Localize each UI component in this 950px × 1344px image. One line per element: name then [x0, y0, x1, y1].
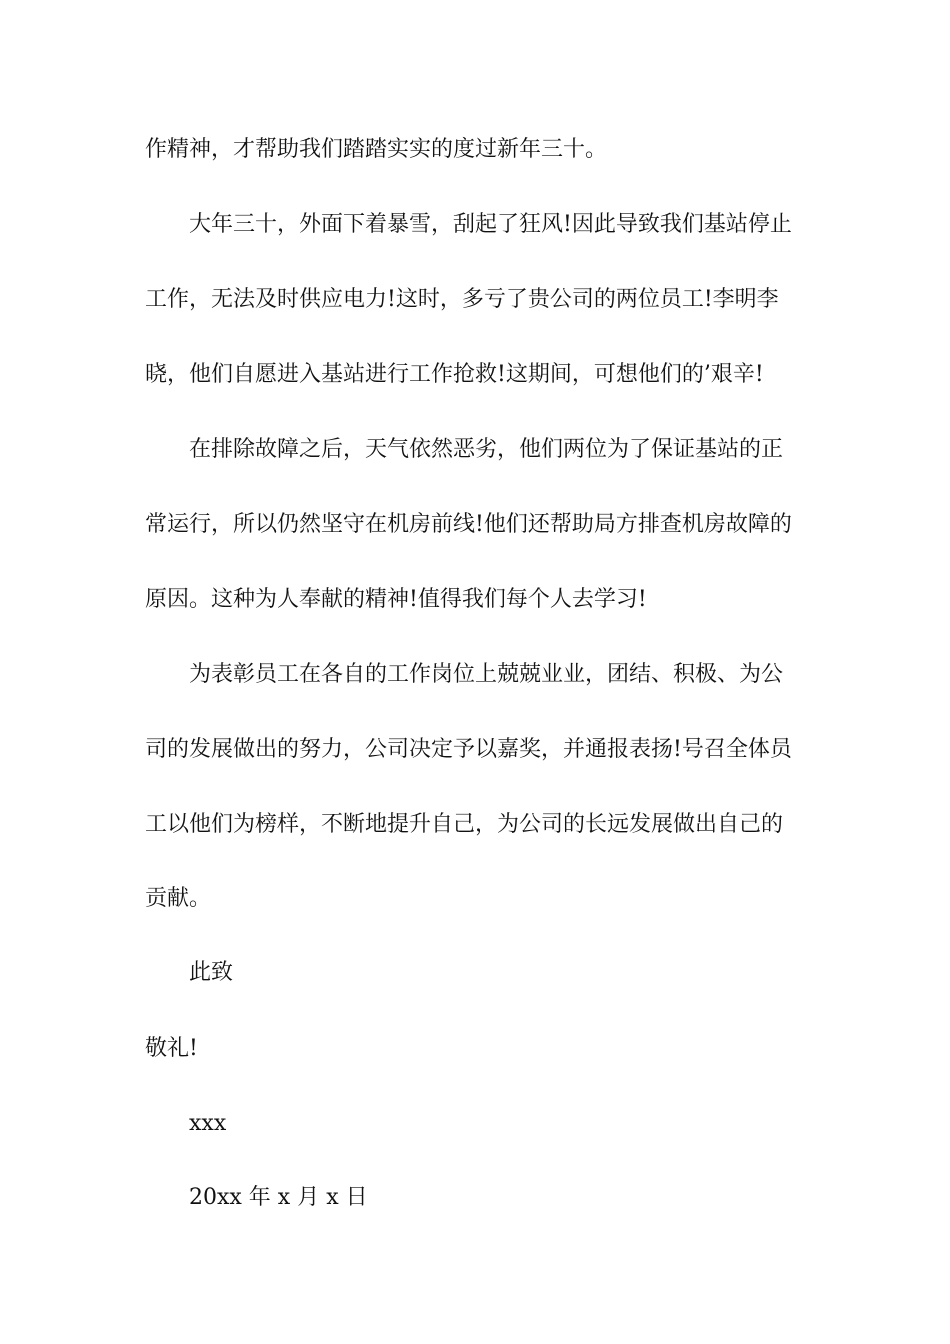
- text-line: 在排除故障之后，天气依然恶劣，他们两位为了保证基站的正: [189, 437, 784, 462]
- salute-line: 敬礼!: [145, 1036, 198, 1061]
- text-line: 司的发展做出的努力，公司决定予以嘉奖，并通报表扬!号召全体员: [145, 737, 792, 762]
- text-line: 为表彰员工在各自的工作岗位上兢兢业业，团结、积极、为公: [189, 662, 784, 687]
- text-line: 常运行，所以仍然坚守在机房前线!他们还帮助局方排查机房故障的: [145, 512, 792, 537]
- closing-line: 此致: [189, 960, 234, 985]
- date-line: 20xx 年 x 月 x 日: [189, 1185, 368, 1210]
- text-line: 大年三十，外面下着暴雪，刮起了狂风!因此导致我们基站停止: [189, 212, 792, 237]
- text-line: 晓，他们自愿进入基站进行工作抢救!这期间，可想他们的’艰辛!: [145, 362, 764, 387]
- text-line: 工作，无法及时供应电力!这时，多亏了贵公司的两位员工!李明李: [145, 287, 779, 312]
- text-line: 工以他们为榜样，不断地提升自己，为公司的长远发展做出自己的: [145, 812, 784, 837]
- text-line: 贡献。: [145, 886, 212, 911]
- text-line: 原因。这种为人奉献的精神!值得我们每个人去学习!: [145, 587, 647, 612]
- signature: xxx: [189, 1111, 227, 1136]
- text-line: 作精神，才帮助我们踏踏实实的度过新年三十。: [145, 137, 608, 162]
